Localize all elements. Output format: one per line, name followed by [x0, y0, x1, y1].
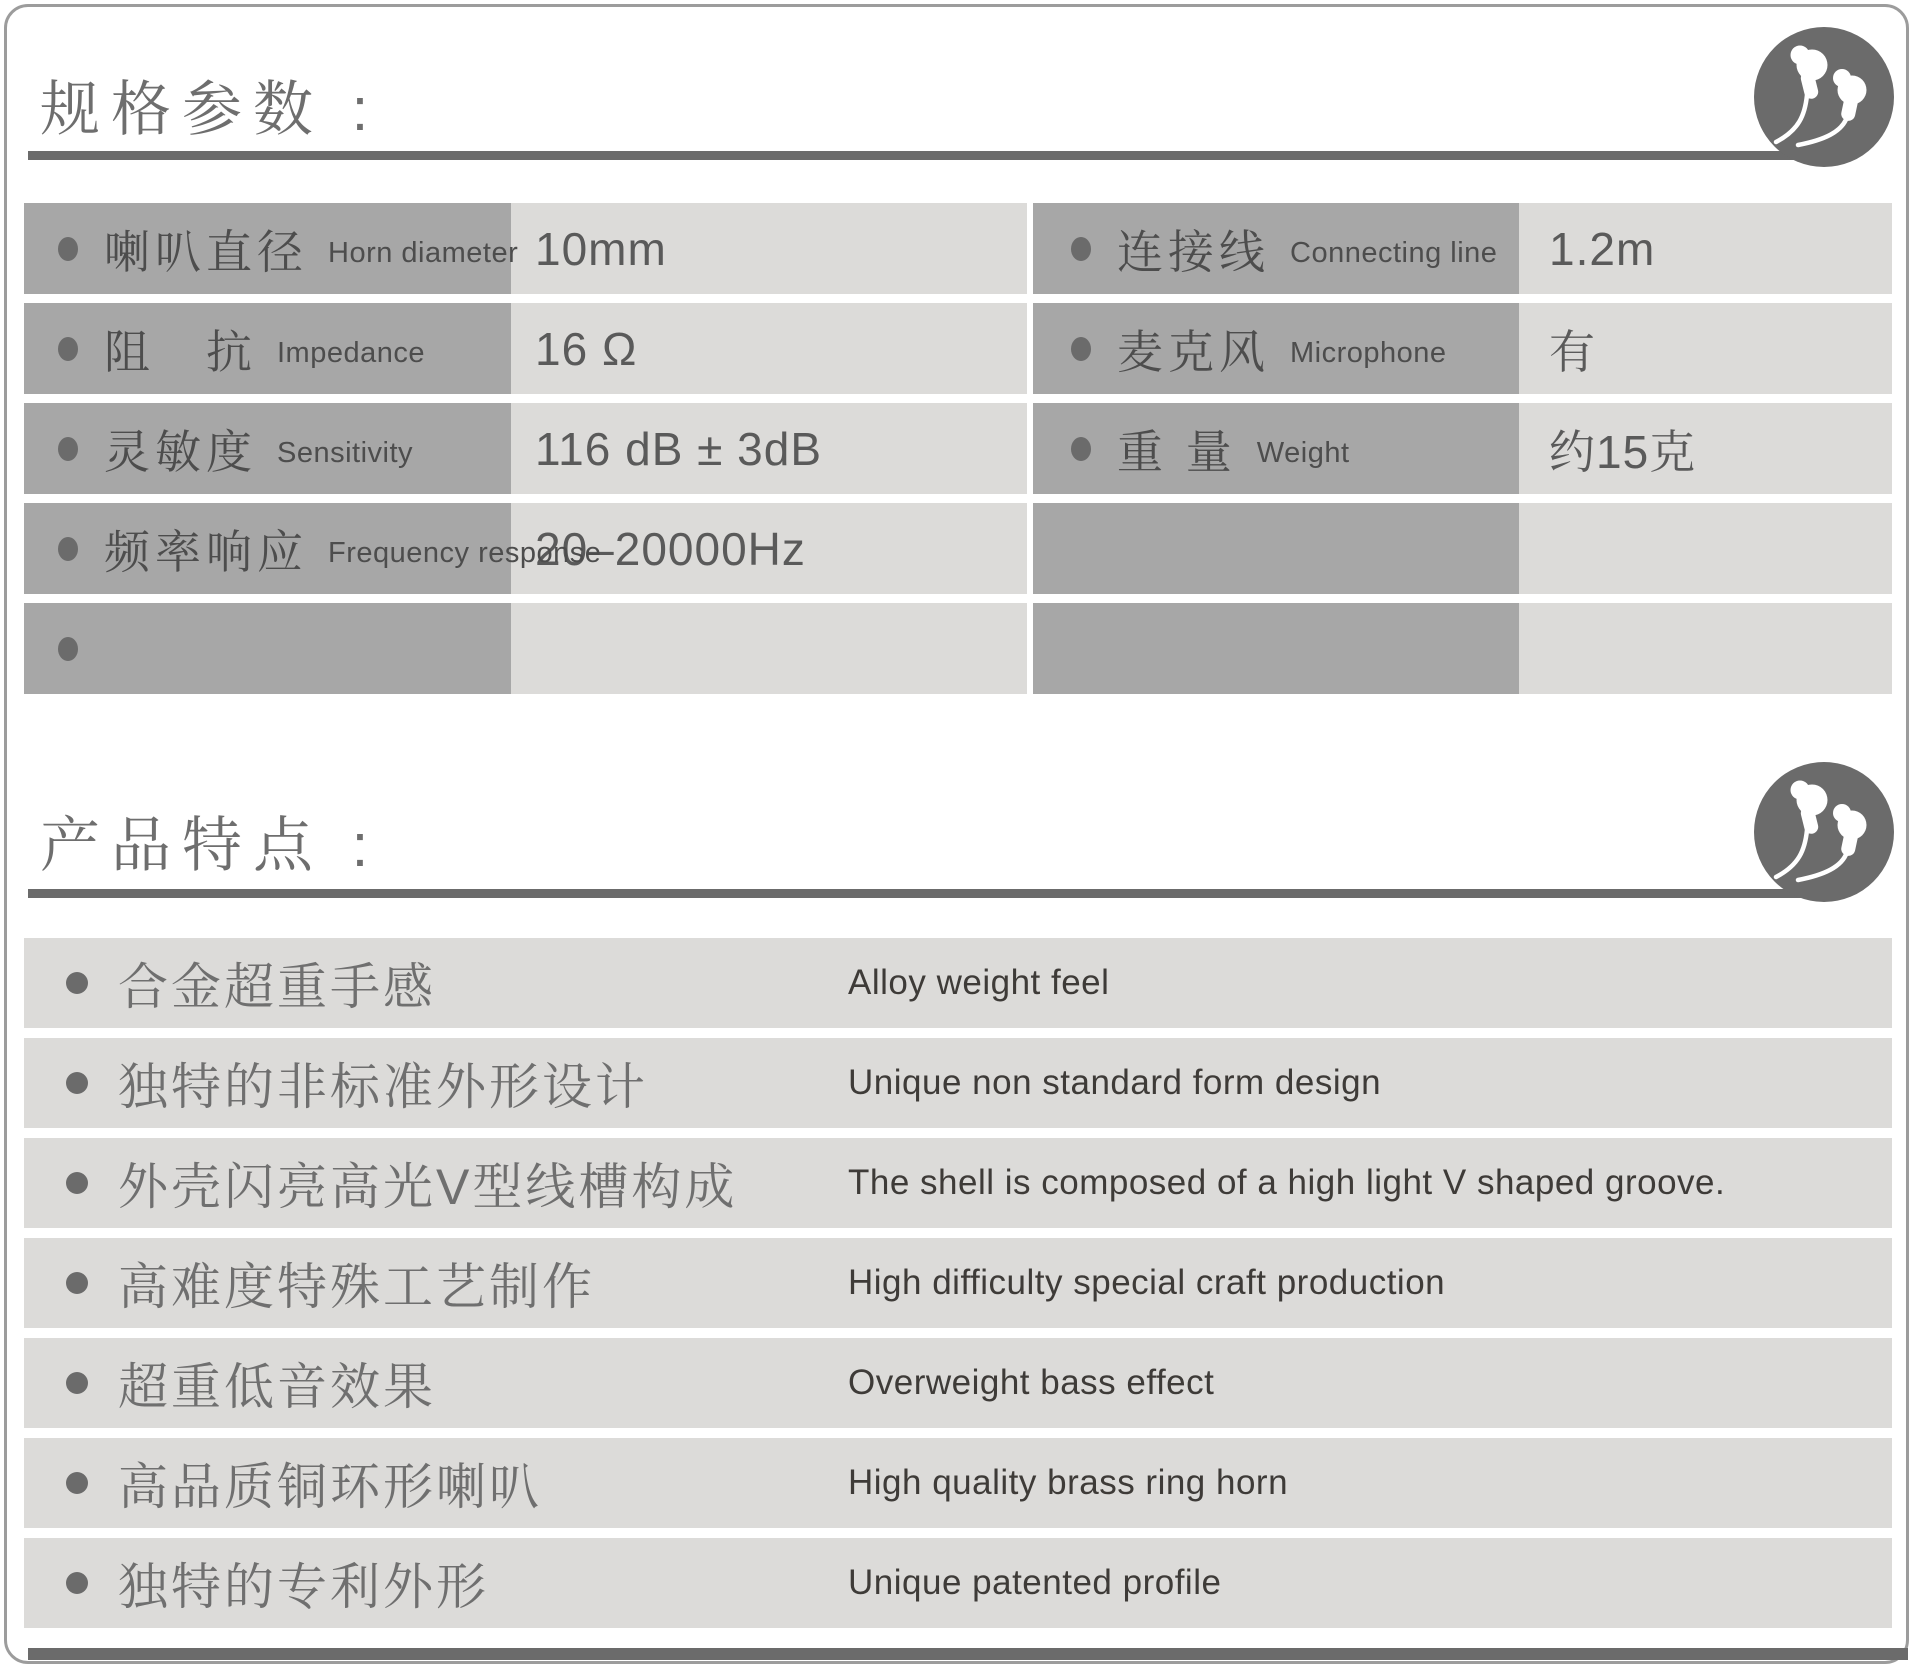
spec-label-cn: 喇叭直径 [104, 225, 308, 278]
feature-row-bass-effect [24, 1338, 1892, 1428]
earbuds-icon [1754, 27, 1894, 167]
spec-label-connecting-line [1033, 203, 1519, 294]
spec-value-empty [1519, 603, 1892, 694]
feature-text-cn: 高难度特殊工艺制作 [118, 1259, 595, 1315]
feature-row-v-groove-shell [24, 1138, 1892, 1228]
bullet-icon [66, 972, 88, 994]
spec-label-en: Impedance [277, 337, 425, 369]
spec-label-microphone [1033, 303, 1519, 394]
feature-text-en: The shell is composed of a high light V shaped groove. [848, 1163, 1726, 1202]
spec-row-3 [24, 403, 1892, 494]
bullet-icon [58, 337, 78, 361]
feature-text-cn: 高品质铜环形喇叭 [118, 1459, 542, 1515]
spec-label-sensitivity [24, 403, 511, 494]
spec-label-cn: 灵敏度 [104, 425, 257, 478]
spec-value-impedance: 16 Ω [511, 303, 1027, 394]
feature-row-brass-ring-horn [24, 1438, 1892, 1528]
spec-value-empty [1519, 503, 1892, 594]
bullet-icon [58, 437, 78, 461]
bullet-icon [58, 637, 78, 661]
spec-label-en: Microphone [1290, 337, 1447, 369]
features-divider-line [28, 889, 1810, 898]
spec-value-frequency-response: 20–20000Hz [511, 503, 1027, 594]
feature-text-cn: 超重低音效果 [118, 1359, 436, 1415]
feature-text-cn: 合金超重手感 [118, 959, 436, 1015]
feature-text-cn: 独特的专利外形 [118, 1559, 489, 1615]
spec-row-4 [24, 503, 1892, 594]
spec-label-en: Frequency response [328, 537, 602, 569]
spec-value-sensitivity: 116 dB ± 3dB [511, 403, 1027, 494]
feature-row-patented-profile [24, 1538, 1892, 1628]
specs-divider-line [28, 151, 1810, 160]
spec-row-1 [24, 203, 1892, 294]
feature-text-en: Unique non standard form design [848, 1063, 1382, 1102]
spec-label-empty [24, 603, 511, 694]
spec-label-en: Weight [1256, 437, 1350, 469]
bullet-icon [1071, 237, 1091, 261]
specs-section-title: 规格参数 : [40, 76, 380, 143]
feature-text-cn: 外壳闪亮高光V型线槽构成 [118, 1159, 738, 1215]
bullet-icon [66, 1472, 88, 1494]
spec-value-weight: 约15克 [1519, 403, 1892, 494]
features-section-title: 产品特点 : [40, 812, 380, 879]
spec-value-connecting-line: 1.2m [1519, 203, 1892, 294]
spec-value-microphone: 有 [1519, 303, 1892, 394]
bullet-icon [1071, 337, 1091, 361]
feature-text-en: High difficulty special craft production [848, 1263, 1446, 1302]
spec-label-cn: 重 量 [1117, 425, 1237, 478]
features-list [24, 938, 1892, 1638]
spec-label-weight [1033, 403, 1519, 494]
bottom-accent-bar [28, 1648, 1908, 1660]
feature-text-en: High quality brass ring horn [848, 1463, 1289, 1502]
spec-label-cn: 麦克风 [1117, 325, 1270, 378]
spec-label-horn-diameter [24, 203, 519, 294]
spec-label-impedance [24, 303, 511, 394]
bullet-icon [66, 1372, 88, 1394]
spec-label-empty [1033, 603, 1519, 694]
bullet-icon [66, 1572, 88, 1594]
spec-label-en: Connecting line [1290, 237, 1498, 269]
spec-value-empty [511, 603, 1027, 694]
feature-row-special-craft [24, 1238, 1892, 1328]
bullet-icon [66, 1272, 88, 1294]
bullet-icon [1071, 437, 1091, 461]
bullet-icon [58, 537, 78, 561]
feature-text-en: Overweight bass effect [848, 1363, 1215, 1402]
feature-text-en: Alloy weight feel [848, 963, 1110, 1002]
feature-row-unique-form [24, 1038, 1892, 1128]
spec-label-en: Horn diameter [328, 237, 519, 269]
bullet-icon [58, 237, 78, 261]
feature-row-alloy-weight [24, 938, 1892, 1028]
feature-text-cn: 独特的非标准外形设计 [118, 1059, 648, 1115]
spec-row-2 [24, 303, 1892, 394]
spec-label-cn: 阻 抗 [104, 325, 257, 378]
spec-label-en: Sensitivity [277, 437, 414, 469]
feature-text-en: Unique patented profile [848, 1563, 1222, 1602]
spec-label-frequency-response [24, 503, 602, 594]
spec-value-horn-diameter: 10mm [511, 203, 1027, 294]
spec-row-5 [24, 603, 1892, 694]
bullet-icon [66, 1072, 88, 1094]
earbuds-icon [1754, 762, 1894, 902]
spec-label-cn: 连接线 [1117, 225, 1270, 278]
spec-label-cn: 频率响应 [104, 525, 308, 578]
bullet-icon [66, 1172, 88, 1194]
spec-table [24, 203, 1892, 703]
spec-label-empty [1033, 503, 1519, 594]
